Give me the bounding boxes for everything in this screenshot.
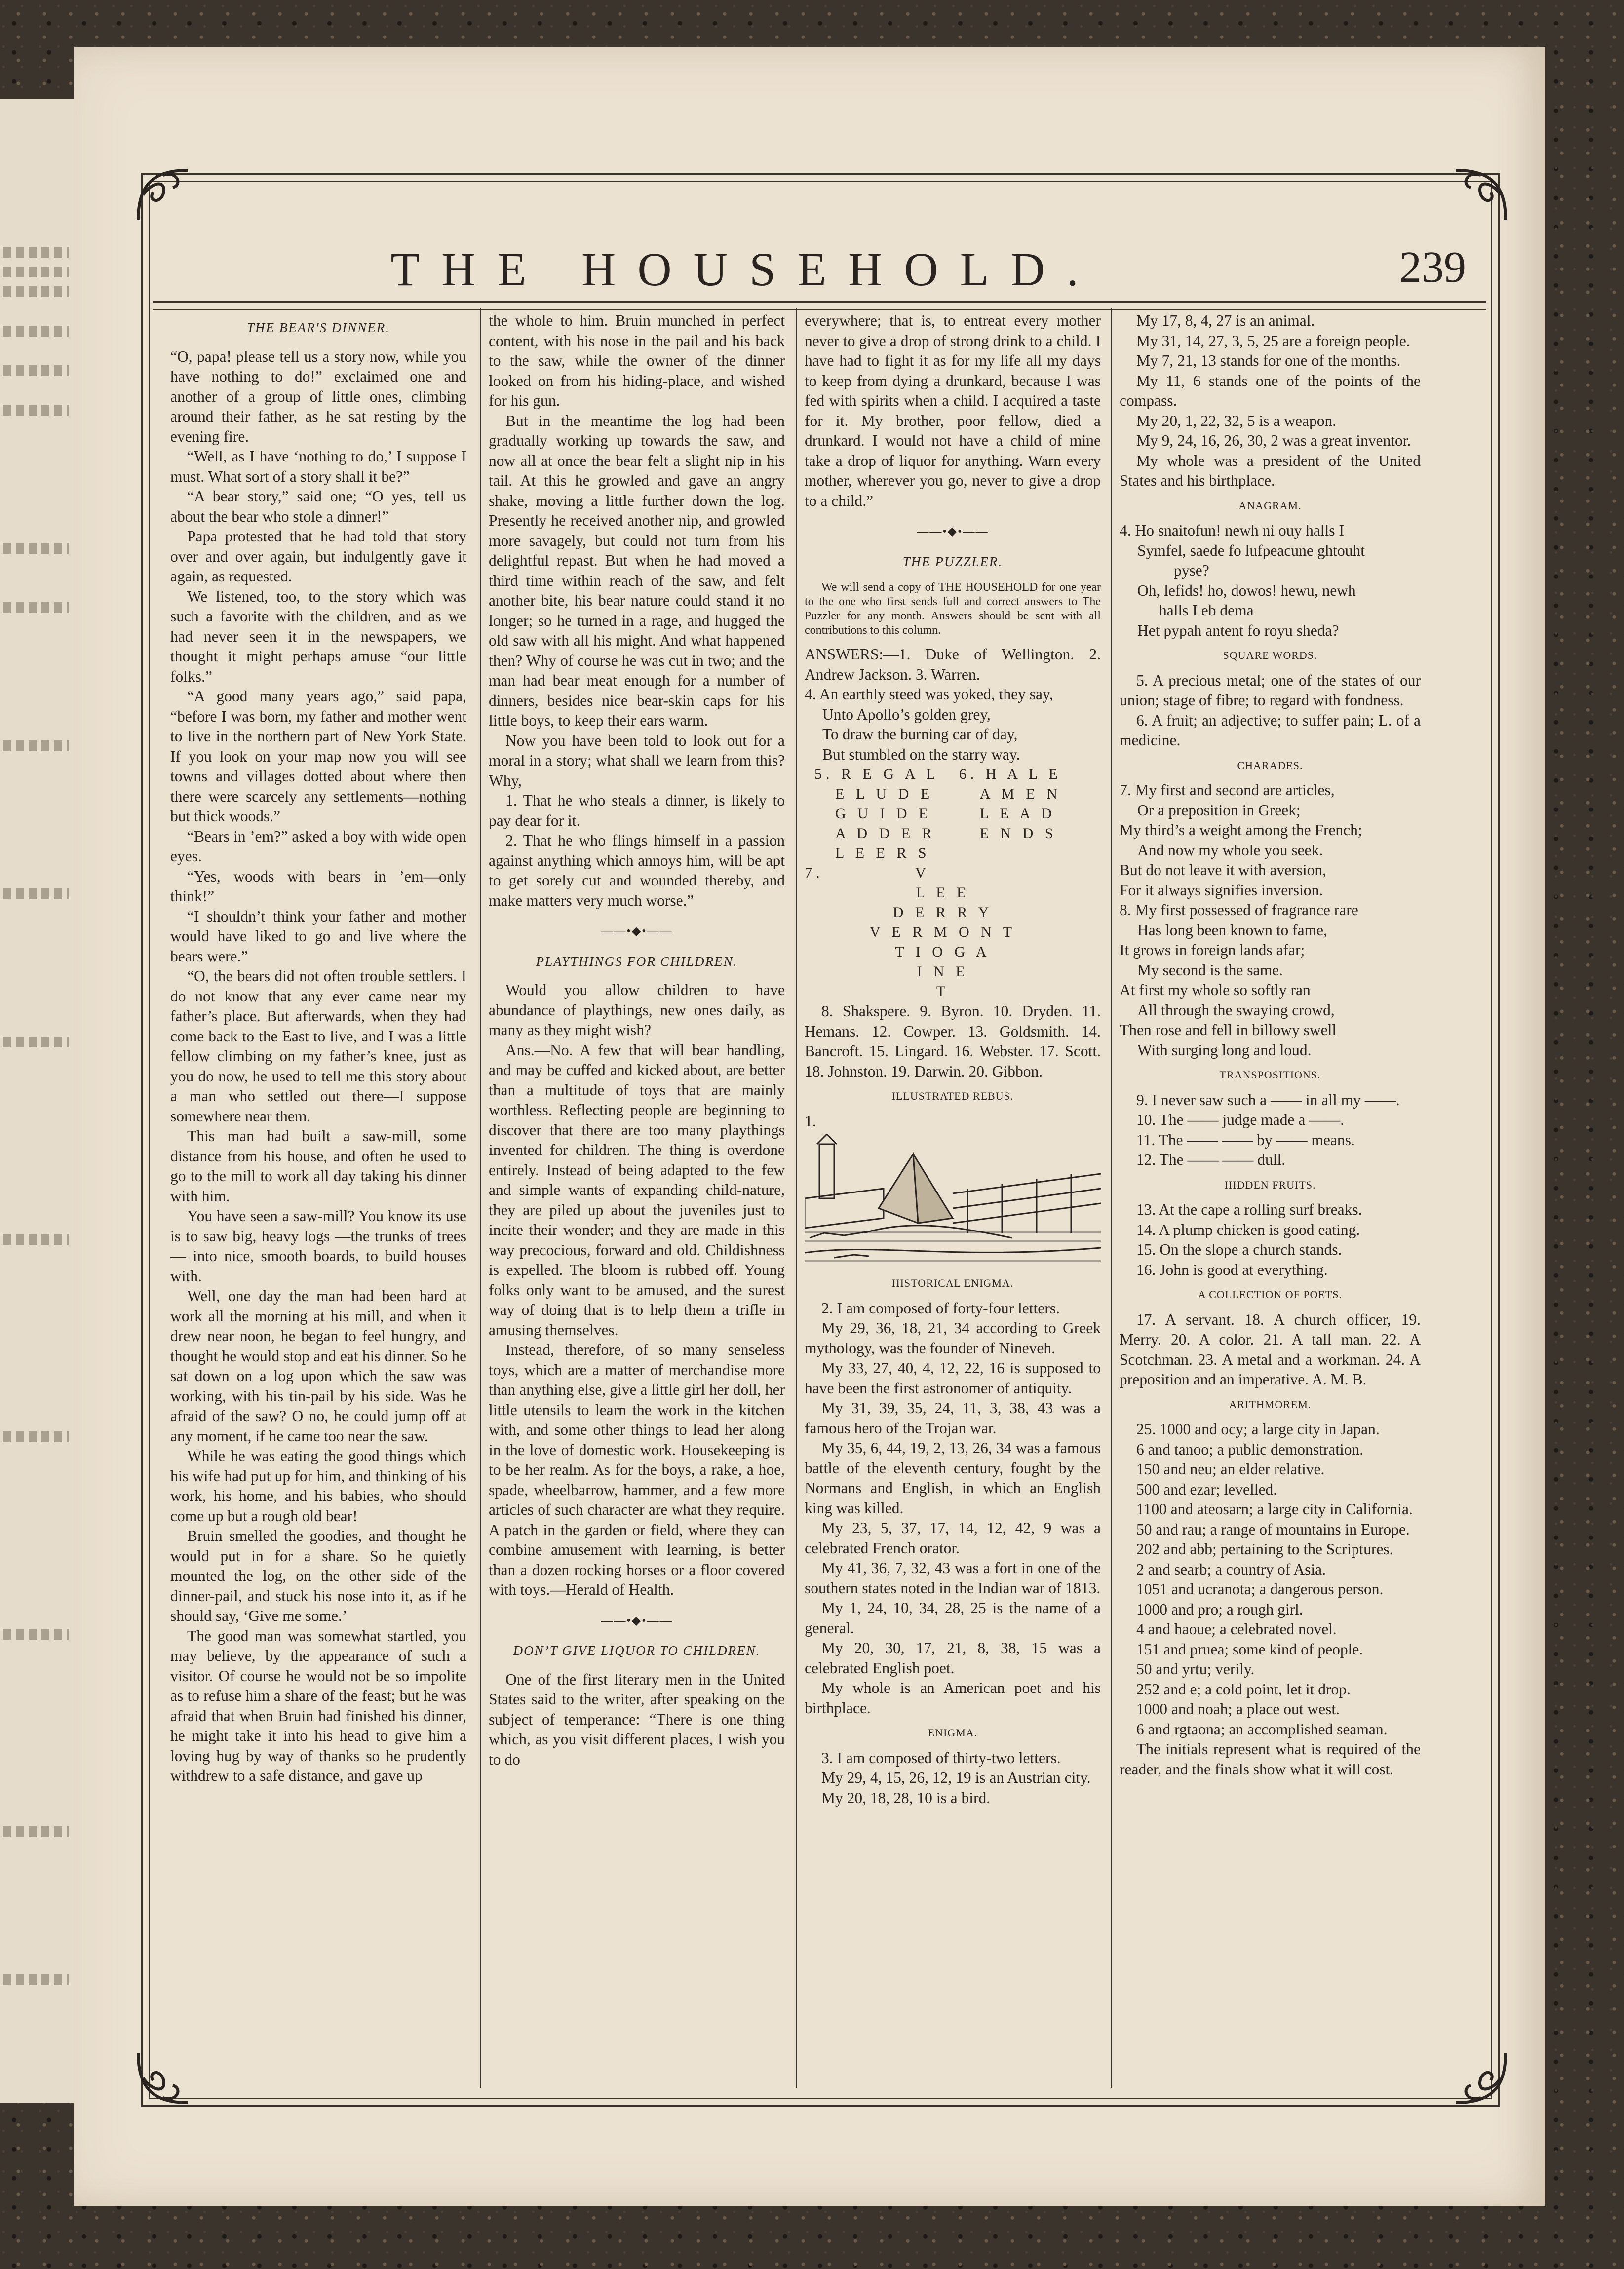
grid-row: L E E (916, 885, 970, 901)
subsection-heading: ILLUSTRATED REBUS. (891, 1090, 1014, 1102)
divider-ornament-icon: ——•◆•—— (601, 925, 673, 938)
paragraph: 3. I am composed of thirty-two letters. (821, 1749, 1061, 1767)
page-title: THE HOUSEHOLD. (390, 243, 1100, 296)
grid-row: E L U D E (835, 786, 934, 802)
verse-line: To draw the burning car of day, (822, 726, 1018, 743)
subsection-heading: CHARADES. (1237, 759, 1303, 771)
subsection-heading: HISTORICAL ENIGMA. (891, 1277, 1014, 1289)
paragraph: My 35, 6, 44, 19, 2, 13, 26, 34 was a famous battle of the eleventh century, fought by the Normans and English, in which an English king was killed. (805, 1439, 1101, 1517)
paragraph: “A good many years ago,” said papa, “before I was born, my father and mother went to live in the northern part of New York State. If you look on your map now you will see towns and villages dotted about where then there were scarcely any settlements—nothing but thick woods.” (170, 688, 466, 825)
paragraph: 17. A servant. 18. A church officer, 19. Merry. 20. A color. 21. A tall man. 22. A Scotchman. 23. A metal and a workman. 24. A preposition and an imperative. A. M. B. (1120, 1310, 1421, 1388)
paragraph: My 29, 4, 15, 26, 12, 19 is an Austrian city. (821, 1769, 1091, 1786)
grid-row: 6. H A L E (959, 766, 1062, 782)
divider-ornament-icon: ——•◆•—— (601, 1614, 673, 1627)
anagram-verse (1120, 521, 1421, 641)
paragraph: 5. A precious metal; one of the states of our union; stage of fibre; to regard with fondness. (1120, 671, 1421, 709)
paragraph: 150 and neu; an elder relative. (1136, 1461, 1325, 1478)
corner-ornament-icon (133, 2048, 207, 2108)
verse-line: Symfel, saede fo lufpeacune ghtouht (1137, 541, 1365, 559)
grid-row: L E A D (979, 806, 1056, 822)
paragraph: 252 and e; a cold point, let it drop. (1136, 1680, 1351, 1698)
section-heading: THE PUZZLER. (902, 554, 1003, 569)
paragraph: 14. A plump chicken is good eating. (1136, 1221, 1360, 1238)
corner-ornament-icon (1436, 2048, 1510, 2108)
rebus-picture-icon (805, 1134, 1101, 1268)
verse-line: pyse? (1174, 562, 1209, 579)
verse-line: 4. An earthly steed was yoked, they say, (805, 686, 1053, 703)
paragraph: 1000 and pro; a rough girl. (1136, 1600, 1303, 1618)
paragraph: My 31, 14, 27, 3, 5, 25 are a foreign people. (1136, 332, 1410, 349)
paragraph: Ans.—No. A few that will bear handling, and may be cuffed and kicked about, are better than a multitude of toys that are mainly worthless. Reflecting people are beginning to discover that there are too many playthings invented for children. The thing is overdone entirely. Instead of being adapted to the few and simple wants of expanding child-nature, they are piled up about the juveniles just to incite their wonder; and they are made in this way precocious, forward and old. Childishness is expelled. The bloom is rubbed off. Young folks only want to be amused, and the surest way of doing that is to help them a trifle in amusing themselves. (489, 1041, 785, 1339)
article-heading: PLAYTHINGS FOR CHILDREN. (536, 954, 738, 969)
verse-line: With surging long and loud. (1137, 1041, 1312, 1059)
answer-verse (805, 685, 1101, 765)
paragraph: 9. I never saw such a —— in all my ——. (1136, 1091, 1400, 1109)
paragraph: 15. On the slope a church stands. (1136, 1241, 1342, 1258)
grid-row: 7. V (805, 865, 930, 881)
paragraph: 4 and haoue; a celebrated novel. (1136, 1620, 1337, 1638)
paragraph: 1051 and ucranota; a dangerous person. (1136, 1580, 1384, 1598)
column-rule (796, 308, 797, 2088)
rebus-illustration (805, 1134, 1101, 1268)
paragraph: 50 and rau; a range of mountains in Europe. (1136, 1520, 1410, 1538)
paragraph: 2. I am composed of forty-four letters. (821, 1299, 1060, 1317)
paragraph: 6. A fruit; an adjective; to suffer pain; L. of a medicine. (1120, 711, 1421, 749)
charade-verse (1120, 780, 1421, 1060)
paragraph: 1000 and noah; a place out west. (1136, 1700, 1340, 1718)
paragraph: 11. The —— —— by —— means. (1136, 1131, 1355, 1149)
paragraph: 1100 and ateosarn; a large city in California. (1136, 1500, 1413, 1518)
paragraph: 16. John is good at everything. (1136, 1261, 1328, 1278)
paragraph: “Yes, woods with bears in ’em—only think!” (170, 867, 466, 905)
verse-line: Has long been known to fame, (1137, 921, 1327, 939)
verse-line: Or a preposition in Greek; (1137, 801, 1301, 819)
verse-line: 4. Ho snaitofun! newh ni ouy halls I (1120, 522, 1344, 539)
verse-line: 8. My first possessed of fragrance rare (1120, 901, 1358, 919)
paragraph: “A bear story,” said one; “O yes, tell us about the bear who stole a dinner!” (170, 488, 466, 525)
grid-row: 5. R E G A L (814, 766, 939, 782)
paragraph: My 33, 27, 40, 4, 12, 22, 16 is supposed to have been the first astronomer of antiquity. (805, 1359, 1101, 1397)
masthead (153, 242, 1486, 296)
corner-ornament-icon (133, 165, 207, 225)
paragraph: My 17, 8, 4, 27 is an animal. (1136, 312, 1315, 329)
paragraph: My 7, 21, 13 stands for one of the months. (1136, 352, 1401, 369)
paragraph: You have seen a saw-mill? You know its use is to saw big, heavy logs —the trunks of trees — into nice, smooth boards, to build houses with. (170, 1207, 466, 1285)
paragraph: My whole is an American poet and his birthplace. (805, 1679, 1101, 1717)
article-heading: DON’T GIVE LIQUOR TO CHILDREN. (513, 1643, 761, 1658)
paragraph: My 20, 18, 28, 10 is a bird. (821, 1789, 991, 1807)
verse-line: My third’s a weight among the French; (1120, 821, 1362, 839)
paragraph: My whole was a president of the United States and his birthplace. (1120, 452, 1421, 489)
page-number: 239 (1399, 243, 1466, 292)
column-rule (1111, 308, 1112, 2088)
grid-row: I N E (917, 963, 969, 980)
verse-line: And now my whole you seek. (1137, 841, 1323, 859)
subsection-heading: HIDDEN FRUITS. (1224, 1178, 1316, 1191)
paragraph: 1. That he who steals a dinner, is likely to pay dear for it. (489, 792, 785, 829)
article-heading: THE BEAR'S DINNER. (247, 320, 390, 335)
answers-rest: 8. Shakspere. 9. Byron. 10. Dryden. 11. Hemans. 12. Cowper. 13. Goldsmith. 14. Bancroft. 15. Lingard. 16. Webster. 17. Scott. 18. Johnston. 19. Darwin. 20. Gibbon. (805, 1002, 1101, 1080)
paragraph: “O, the bears did not often trouble settlers. I do not know that any ever came near my father’s place. But afterwards, when they had come back to the East to live, and I was a little fellow climbing on my father’s knee, just as you do now, he used to tell me this story about a man who settled out there—I suppose somewhere near them. (170, 967, 466, 1125)
grid-row: G U I D E (835, 806, 932, 822)
rebus-number: 1. (805, 1112, 816, 1130)
subsection-heading: TRANSPOSITIONS. (1219, 1069, 1321, 1081)
paragraph: 202 and abb; pertaining to the Scriptures. (1136, 1540, 1393, 1558)
paragraph: 6 and tanoo; a public demonstration. (1136, 1440, 1364, 1458)
paragraph: The good man was somewhat startled, you may believe, by the appearance of such a visitor. Of course he would not be so impolite as to refuse him a share of the feast; but he was afraid that when Bruin had finished his dinner, he might take it into his head to give him a loving hug by way of thanks so he prudently withdrew to a safe distance, and gave up (170, 1627, 466, 1784)
paragraph: My 31, 39, 35, 24, 11, 3, 38, 43 was a famous hero of the Trojan war. (805, 1399, 1101, 1437)
subsection-heading: ENIGMA. (928, 1727, 978, 1739)
verse-line: halls I eb dema (1159, 602, 1254, 619)
paragraph: Instead, therefore, of so many senseless toys, which are a matter of merchandise more than anything else, give a little girl her doll, her little utensils to learn the work in the kitchen with, and some other things to lead her along in the love of domestic work. Housekeeping is to be her realm. As for the boys, a rake, a hoe, spade, wheelbarrow, hammer, and a few more articles of such character are what they require. A patch in the garden or field, where they can combine amusement with learning, is better than a dozen rocking horses or a floor covered with toys.—Herald of Health. (489, 1341, 785, 1598)
paragraph: My 1, 24, 10, 34, 28, 25 is the name of a general. (805, 1599, 1101, 1637)
paragraph: 50 and yrtu; verily. (1136, 1660, 1255, 1678)
paragraph: “O, papa! please tell us a story now, while you have nothing to do!” exclaimed one and another of a group of little ones, climbing around their father, as he sat resting by the evening fire. (170, 347, 466, 445)
previous-page-edge (0, 99, 76, 2103)
paragraph: My 20, 1, 22, 32, 5 is a weapon. (1136, 412, 1337, 429)
verse-line: 7. My first and second are articles, (1120, 781, 1335, 799)
page (74, 47, 1545, 2206)
grid-row: V E R M O N T (869, 924, 1016, 940)
verse-line: My second is the same. (1137, 961, 1283, 979)
paragraph: 25. 1000 and ocy; a large city in Japan. (1136, 1421, 1380, 1438)
column-2 (489, 311, 785, 1769)
paragraph: My 11, 6 stands one of the points of the compass. (1120, 372, 1421, 409)
column-4 (1120, 311, 1421, 1779)
paragraph: My 29, 36, 18, 21, 34 according to Greek mythology, was the founder of Nineveh. (805, 1319, 1101, 1357)
grid-row: T (936, 983, 950, 1000)
grid-row: E N D S (979, 825, 1057, 842)
verse-line: But do not leave it with aversion, (1120, 861, 1327, 879)
diamond-answer (805, 863, 1101, 1001)
grid-row: T I O G A (895, 944, 991, 960)
paragraph: “Bears in ’em?” asked a boy with wide open eyes. (170, 827, 466, 865)
paragraph: But in the meantime the log had been gradually working up towards the saw, and now all at once the bear felt a slight nip in his tail. At this he growled and gave an angry shake, moving a little further down the log. Presently he received another nip, and growled more savagely, but could not turn from his delightful repast. But when he had moved a third time within reach of the saw, and felt another bite, his bear nature could stand it no longer; so he turned in a rage, and hugged the old saw with all his might. And what happened then? Why of course he was cut in two; and the man had bear meat enough for a number of dinners, besides nice bear-skin caps for his little boys, to keep their ears warm. (489, 412, 785, 729)
verse-line: Then rose and fell in billowy swell (1120, 1021, 1337, 1038)
puzzler-note: We will send a copy of THE HOUSEHOLD for one year to the one who first sends full and correct answers to The Puzzler for any month. Answers should be sent with all contributions to this column. (805, 581, 1101, 637)
paragraph: My 9, 24, 16, 26, 30, 2 was a great inventor. (1136, 432, 1411, 449)
paragraph: While he was eating the good things which his wife had put up for him, and thinking of his work, his home, and his babies, who should come up but a rough old bear! (170, 1447, 466, 1525)
paragraph: Bruin smelled the goodies, and thought he would put in for a share. So he quietly mounted the log, on the other side of the dinner-pail, and stuck his nose into it, as if he should say, ‘Give me some.’ (170, 1527, 466, 1624)
paragraph: 2 and searb; a country of Asia. (1136, 1560, 1326, 1578)
verse-line: Het pypah antent fo royu sheda? (1137, 621, 1339, 639)
paragraph: 6 and rgtaona; an accomplished seaman. (1136, 1720, 1388, 1738)
verse-line: Unto Apollo’s golden grey, (822, 705, 991, 723)
grid-row: L E E R S (835, 845, 930, 861)
subsection-heading: ANAGRAM. (1238, 499, 1302, 512)
paragraph: This man had built a saw-mill, some distance from his house, and often he used to go to the mill to work all day taking his dinner with him. (170, 1127, 466, 1205)
grid-row: D E R R Y (892, 904, 993, 921)
verse-line: At first my whole so softly ran (1120, 981, 1311, 999)
column-3 (805, 311, 1101, 1808)
paragraph: “Well, as I have ‘nothing to do,’ I suppose I must. What sort of a story shall it be?” (170, 448, 466, 485)
verse-line: Oh, lefids! ho, dowos! hewu, newh (1137, 581, 1356, 599)
paragraph: 2. That he who flings himself in a passion against anything which annoys him, will be apt to get sorely cut and wounded thereby, and make matters very much worse.” (489, 832, 785, 909)
paragraph: The initials represent what is required of the reader, and the finals show what it will cost. (1120, 1740, 1421, 1778)
divider-ornament-icon: ——•◆•—— (917, 525, 989, 538)
grid-row: A D D E R (835, 825, 936, 842)
subsection-heading: A COLLECTION OF POETS. (1198, 1288, 1343, 1301)
column-rule (480, 308, 481, 2088)
paragraph: “I shouldn’t think your father and mother would have liked to go and live where the bears were.” (170, 907, 466, 965)
paragraph: My 23, 5, 37, 17, 14, 12, 42, 9 was a celebrated French orator. (805, 1519, 1101, 1557)
paragraph: 10. The —— judge made a ——. (1136, 1111, 1345, 1128)
paragraph: Papa protested that he had told that story over and over again, but indulgently gave it again, as requested. (170, 528, 466, 585)
paragraph: My 20, 30, 17, 21, 8, 38, 15 was a celebrated English poet. (805, 1639, 1101, 1677)
paragraph: We listened, too, to the story which was such a favorite with the children, and as we had never seen it in the newspapers, we thought it might perhaps amuse “our little folks.” (170, 587, 466, 685)
verse-line: For it always signifies inversion. (1120, 881, 1323, 899)
answers-intro: ANSWERS:—1. Duke of Wellington. 2. Andrew Jackson. 3. Warren. (805, 646, 1101, 683)
subsection-heading: ARITHMOREM. (1229, 1398, 1312, 1411)
verse-line: But stumbled on the starry way. (822, 745, 1020, 763)
grid-row: A M E N (979, 786, 1061, 802)
word-square-answers (805, 765, 1101, 863)
paragraph: the whole to him. Bruin munched in perfect content, with his nose in the pail and his back to the saw, while the owner of the dinner looked on from his hiding-place, and wished for his gun. (489, 312, 785, 409)
verse-line: It grows in foreign lands afar; (1120, 941, 1305, 959)
subsection-heading: SQUARE WORDS. (1223, 649, 1317, 661)
paragraph: My 41, 36, 7, 32, 43 was a fort in one of the southern states noted in the Indian war of 1813. (805, 1559, 1101, 1597)
corner-ornament-icon (1436, 165, 1510, 225)
column-1 (170, 311, 466, 1786)
paragraph: Now you have been told to look out for a moral in a story; what shall we learn from this? Why, (489, 731, 785, 789)
verse-line: All through the swaying crowd, (1137, 1001, 1335, 1019)
paragraph: 13. At the cape a rolling surf breaks. (1136, 1201, 1362, 1218)
paragraph: everywhere; that is, to entreat every mother never to give a drop of strong drink to a child. I have had to fight it as for my life all my days to keep from dying a drunkard, because I was fed with spirits when a child. I acquired a taste for it. My brother, poor fellow, died a drunkard. I would not have a child of mine take a drop of liquor for anything. Warn every mother, wherever you go, never to give a drop to a child.” (805, 312, 1101, 509)
header-rule (153, 301, 1486, 310)
paragraph: Well, one day the man had been hard at work all the morning at his mill, and when it drew near noon, he began to feel hungry, and thought he would stop and eat his dinner. So he sat down on a log upon which the saw was working, with his tin-pail by his side. Was he afraid of the saw? O no, he could jump off at any moment, if he came too near the saw. (170, 1287, 466, 1445)
paragraph: One of the first literary men in the United States said to the writer, after speaking on the subject of temperance: “There is one thing which, as you visit different places, I wish you to do (489, 1670, 785, 1768)
paragraph: 151 and pruea; some kind of people. (1136, 1640, 1363, 1658)
paragraph: Would you allow children to have abundance of playthings, new ones daily, as many as they might wish? (489, 981, 785, 1038)
paragraph: 12. The —— —— dull. (1136, 1151, 1286, 1168)
paragraph: 500 and ezar; levelled. (1136, 1480, 1277, 1498)
